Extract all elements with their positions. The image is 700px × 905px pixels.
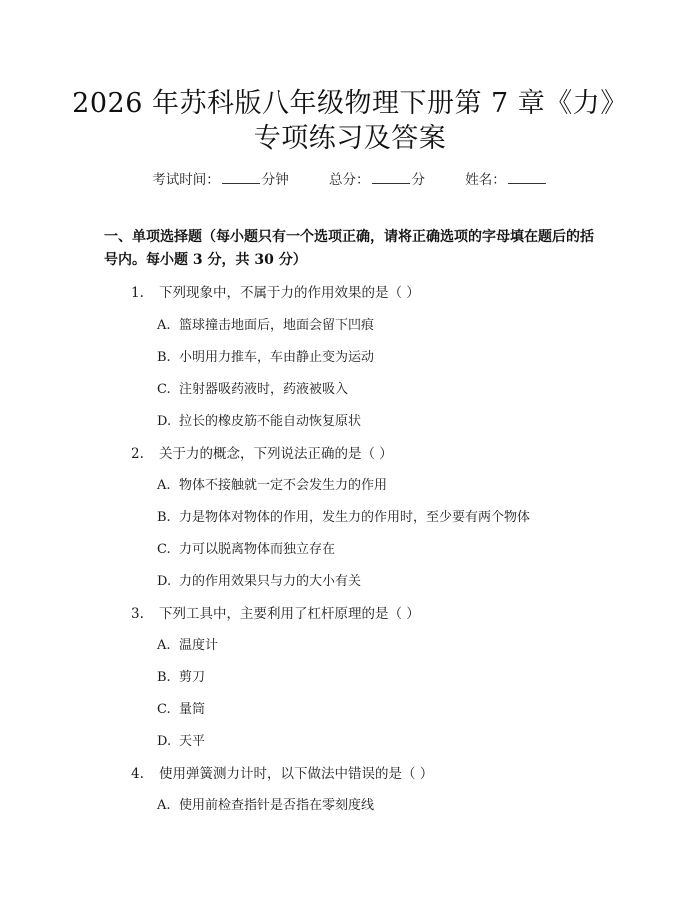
option-item (157, 346, 374, 365)
option-letter: C. (157, 382, 171, 397)
total-score-unit: 分 (411, 172, 425, 188)
option-letter: A. (157, 638, 171, 653)
option-item (157, 506, 530, 525)
question-number: 2. (131, 446, 144, 462)
option-letter: B. (157, 510, 171, 525)
option-letter: C. (157, 542, 171, 557)
option-text: 温度计 (179, 638, 219, 653)
option-item (157, 474, 387, 493)
option-item (157, 794, 374, 813)
student-name-blank (508, 171, 546, 184)
option-letter: D. (157, 734, 172, 749)
option-letter: B. (157, 350, 171, 365)
option-text: 力是物体对物体的作用，发生力的作用时，至少要有两个物体 (179, 510, 531, 525)
option-letter: A. (157, 478, 171, 493)
option-text: 天平 (179, 734, 206, 749)
option-text: 剪刀 (179, 670, 206, 685)
option-letter: C. (157, 702, 171, 717)
option-text: 小明用力推车，车由静止变为运动 (179, 350, 375, 365)
option-letter: A. (157, 798, 171, 813)
total-score-label: 总分： (329, 172, 370, 188)
option-item (157, 538, 335, 557)
option-text: 量筒 (179, 702, 206, 717)
question-text: 使用弹簧测力计时，以下做法中错误的是（ ） (159, 766, 434, 782)
option-letter: A. (157, 318, 171, 333)
option-item (157, 634, 218, 653)
document-title-line2: 专项练习及答案 (253, 123, 447, 154)
section-heading: 一、单项选择题（每小题只有一个选项正确，请将正确选项的字母填在题后的括号内。每小题 3 分，共 30 分） (104, 229, 594, 268)
exam-time-label: 考试时间： (152, 172, 220, 188)
option-text: 注射器吸药液时，药液被吸入 (179, 382, 349, 397)
option-item (157, 378, 348, 397)
exam-time-blank (222, 171, 260, 184)
question-4 (131, 762, 433, 782)
option-letter: B. (157, 670, 171, 685)
question-number: 4. (131, 766, 144, 782)
question-2 (131, 442, 393, 462)
student-name-label: 姓名： (465, 172, 506, 188)
question-number: 1. (131, 285, 144, 301)
question-1 (131, 281, 420, 301)
option-letter: D. (157, 414, 172, 429)
exam-time-field (152, 172, 293, 188)
option-text: 物体不接触就一定不会发生力的作用 (179, 478, 388, 493)
total-score-field (329, 172, 429, 188)
option-item (157, 410, 361, 429)
option-letter: D. (157, 574, 172, 589)
question-number: 3. (131, 606, 144, 622)
total-score-blank (372, 171, 410, 184)
option-text: 拉长的橡皮筋不能自动恢复原状 (179, 414, 362, 429)
exam-time-unit: 分钟 (261, 172, 289, 188)
question-text: 关于力的概念，下列说法正确的是（ ） (159, 446, 393, 462)
option-item (157, 698, 205, 717)
option-item (157, 314, 374, 333)
option-text: 力的作用效果只与力的大小有关 (179, 574, 362, 589)
question-text: 下列工具中，主要利用了杠杆原理的是（ ） (159, 606, 420, 622)
question-3 (131, 602, 420, 622)
question-text: 下列现象中，不属于力的作用效果的是（ ） (159, 285, 420, 301)
option-text: 力可以脱离物体而独立存在 (179, 542, 336, 557)
option-item (157, 666, 205, 685)
option-text: 篮球撞击地面后，地面会留下凹痕 (179, 318, 375, 333)
option-text: 使用前检查指针是否指在零刻度线 (179, 798, 375, 813)
student-name-field (465, 172, 548, 188)
document-title-line1: 2026 年苏科版八年级物理下册第 7 章《力》 (72, 88, 628, 119)
option-item (157, 570, 361, 589)
option-item (157, 730, 205, 749)
exam-info-row (0, 168, 700, 188)
